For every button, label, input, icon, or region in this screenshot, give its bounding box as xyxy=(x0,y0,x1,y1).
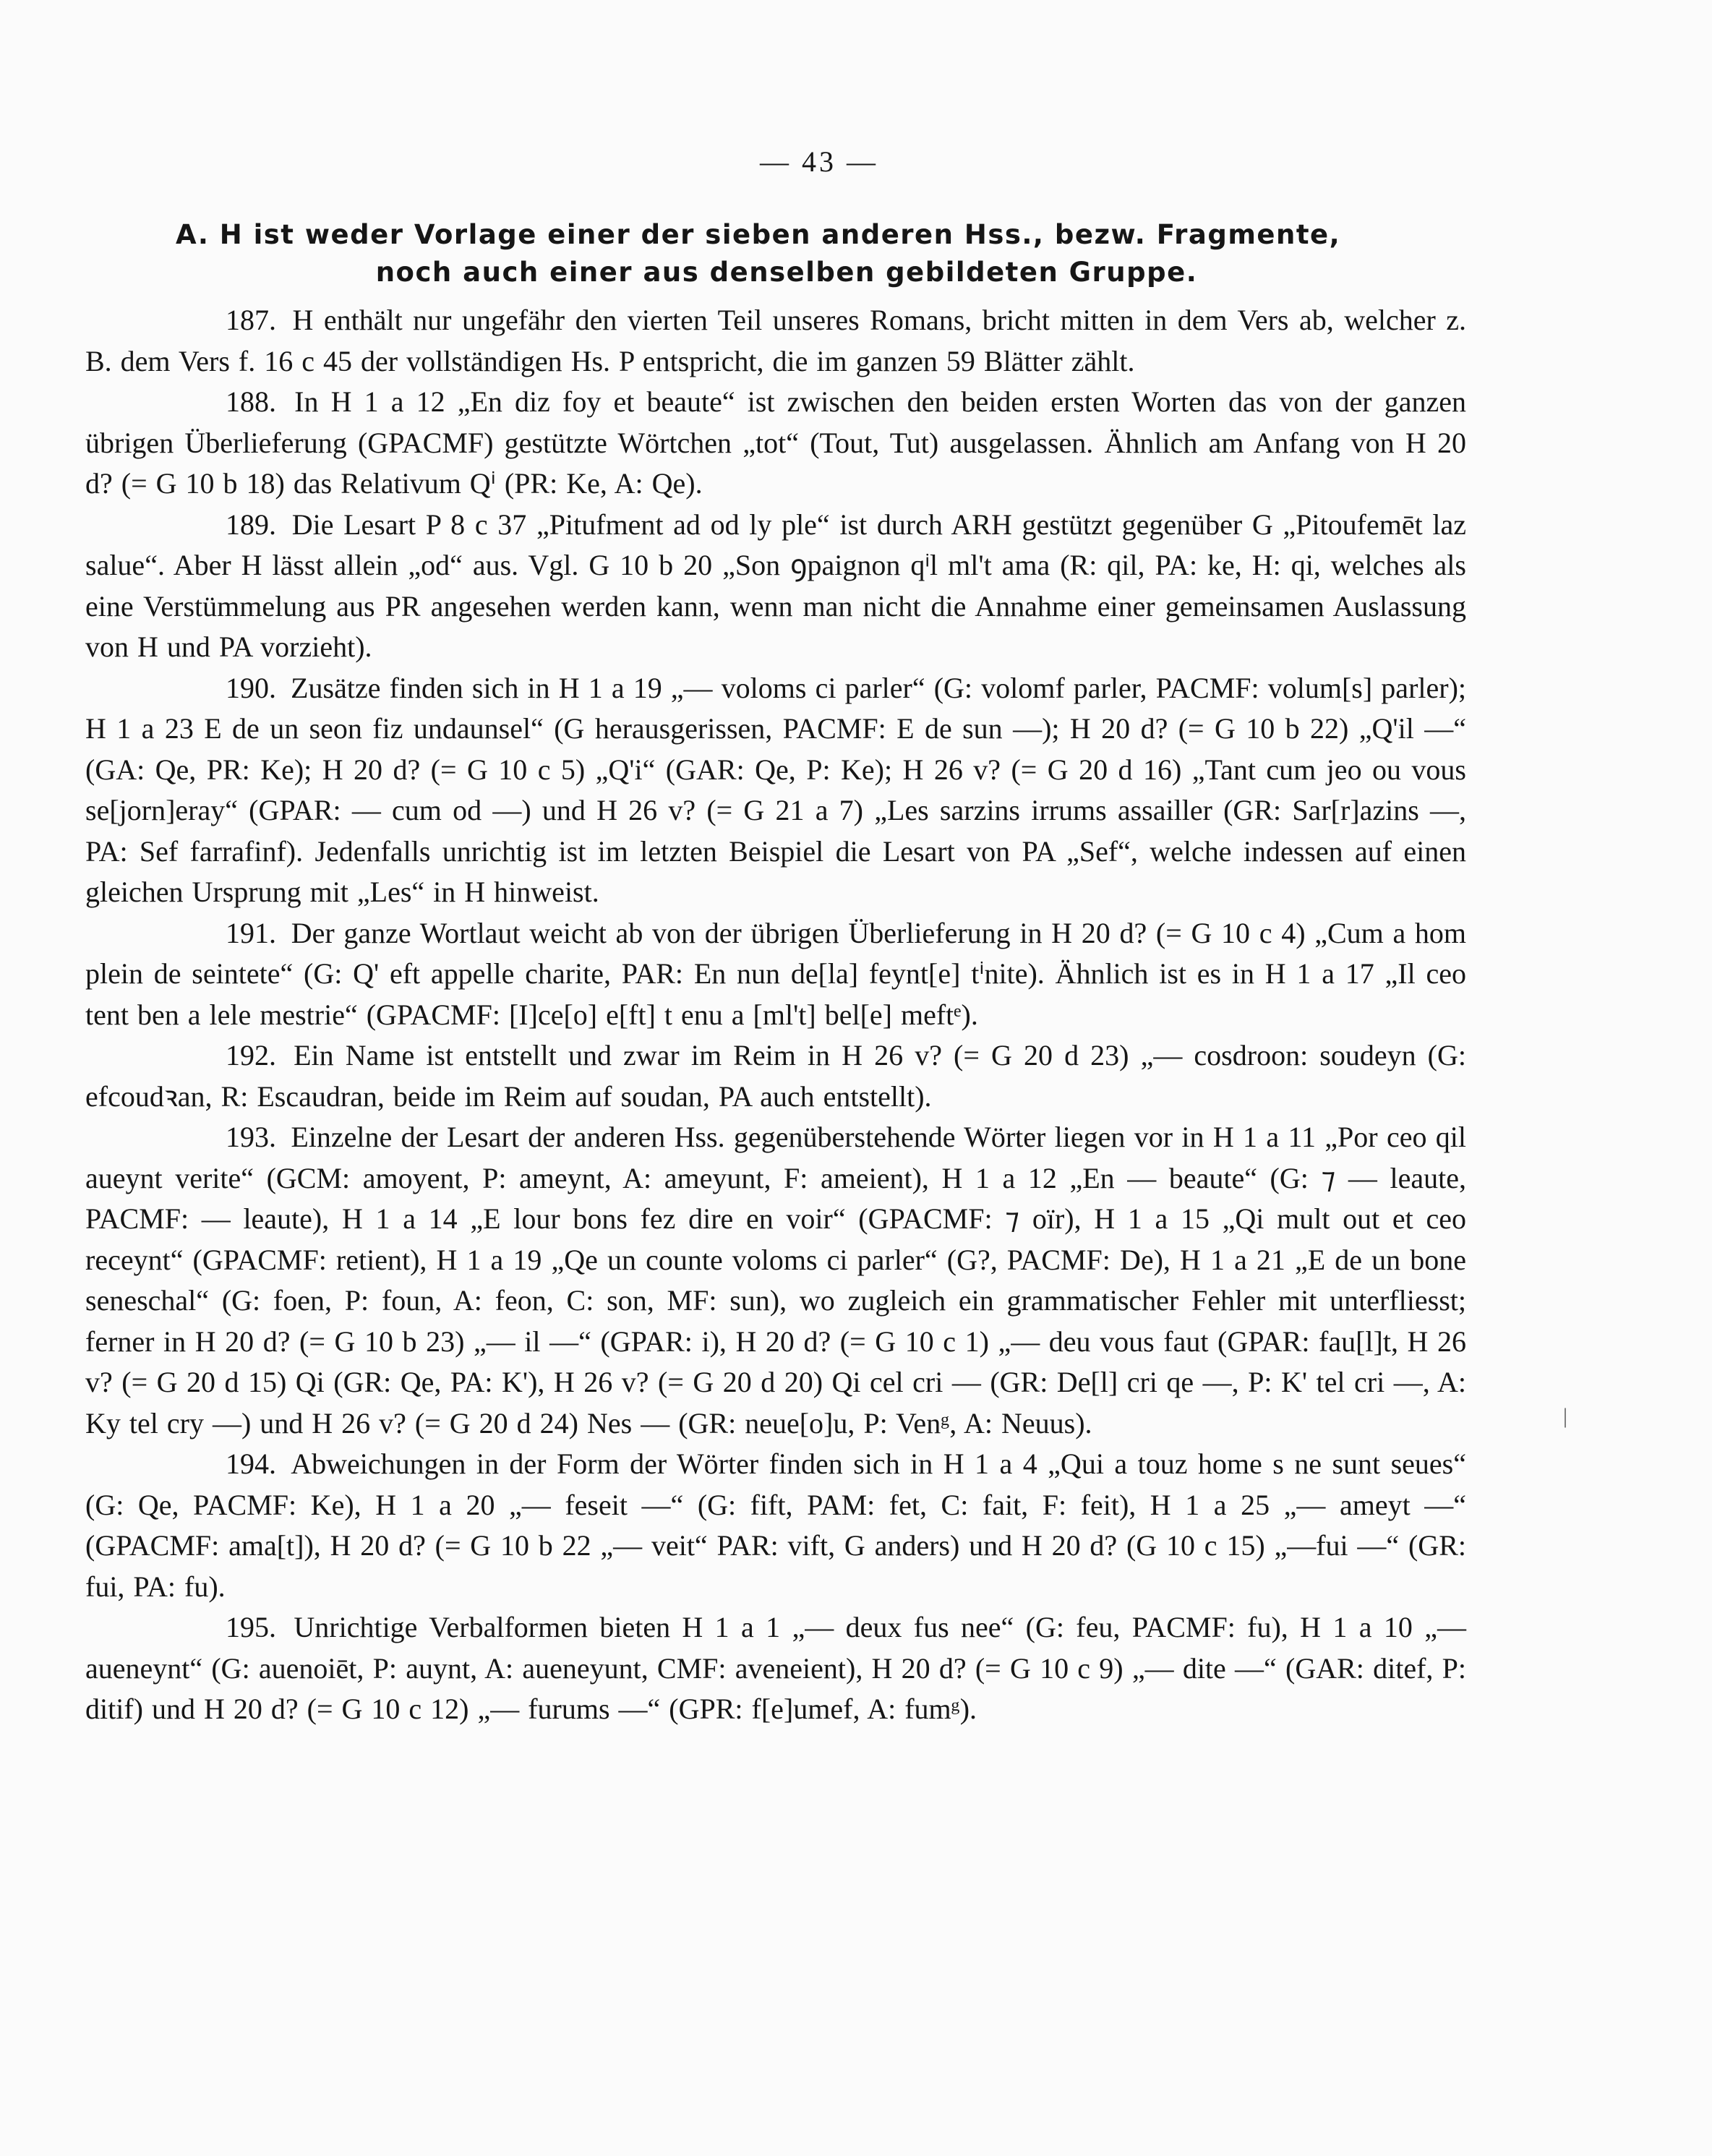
paragraph-text: Einzelne der Lesart der anderen Hss. gegenüberstehende Wörter liegen vor in H 1 a 11 „Por ceo qil aueynt verite“ (GCM: amoyent, P: ameynt, A: ameyunt, F: ameient), H 1 a 12 „En — beaute“ (G: ⁊ — leaute, PACMF: — leaute), H 1 a 14 „E lour bons fez dire en voir“ (GPACMF: ⁊ oïr), H 1 a 15 „Qi mult out et ceo receynt“ (GPACMF: retient), H 1 a 19 „Qe un counte voloms ci parler“ (G?, PACMF: De), H 1 a 21 „E de un bone seneschal“ (G: foen, P: foun, A: feon, C: son, MF: sun), wo zugleich ein grammatischer Fehler mit unterfliesst; ferner in H 20 d? (= G 10 b 23) „— il —“ (GPAR: i), H 20 d? (= G 10 c 1) „— deu vous faut (GPAR: fau[l]t, H 26 v? (= G 20 d 15) Qi (GR: Qe, PA: K'), H 26 v? (= G 20 d 20) Qi cel cri — (GR: De[l] cri qe —, P: K' tel cri —, A: Ky tel cry —) und H 26 v? (= G 20 d 24) Nes — (GR: neue[o]u, P: Venᵍ, A: Neuus). xyxy=(85,1121,1467,1440)
section-heading-line-2: noch auch einer aus denselben gebildeten Gruppe. xyxy=(375,257,1198,288)
paragraph-number: 195. xyxy=(226,1611,276,1643)
page-number: — 43 — xyxy=(760,145,878,178)
paragraph-190 xyxy=(85,668,1466,913)
paragraph-number: 189. xyxy=(226,508,276,541)
section-heading-line-1: A. H ist weder Vorlage einer der sieben anderen Hss., bezw. Fragmente, xyxy=(176,219,1341,250)
paragraph-193 xyxy=(85,1117,1466,1444)
paragraph-number: 187. xyxy=(226,304,276,336)
paragraph-192 xyxy=(85,1035,1466,1117)
paragraph-number: 194. xyxy=(226,1447,276,1480)
paragraph-189 xyxy=(85,505,1466,668)
paragraph-text: In H 1 a 12 „En diz foy et beaute“ ist zwischen den beiden ersten Worten das von der ganzen übrigen Überlieferung (GPACMF) gestützte Wörtchen „tot“ (Tout, Tut) ausgelassen. Ähnlich am Anfang von H 20 d? (= G 10 b 18) das Relativum Qⁱ (PR: Ke, A: Qe). xyxy=(85,385,1466,500)
margin-mark: | xyxy=(1562,1404,1567,1428)
paragraph-text: Abweichungen in der Form der Wörter finden sich in H 1 a 4 „Qui a touz home s ne sunt seues“ (G: Qe, PACMF: Ke), H 1 a 20 „— feseit —“ (G: fift, PAM: fet, C: fait, F: feit), H 1 a 25 „— ameyt —“ (GPACMF: ama[t]), H 20 d? (= G 10 b 22 „— veit“ PAR: vift, G anders) und H 20 d? (G 10 c 15) „—fui —“ (GR: fui, PA: fu). xyxy=(85,1447,1466,1603)
paragraph-number: 192. xyxy=(226,1039,276,1071)
paragraph-number: 191. xyxy=(226,916,276,949)
paragraph-text: Unrichtige Verbalformen bieten H 1 a 1 „— deux fus nee“ (G: feu, PACMF: fu), H 1 a 10 „— aueneynt“ (G: auenoiēt, P: auynt, A: aueneyunt, CMF: aveneient), H 20 d? (= G 10 c 9) „— dite —“ (GAR: ditef, P: ditif) und H 20 d? (= G 10 c 12) „— furums —“ (GPR: f[e]umef, A: fumᵍ). xyxy=(85,1611,1467,1725)
paragraph-191 xyxy=(85,913,1466,1036)
paragraph-number: 188. xyxy=(226,385,276,418)
paragraph-194 xyxy=(85,1444,1466,1607)
paragraph-text: Die Lesart P 8 c 37 „Pitufment ad od ly ple“ ist durch ARH gestützt gegenüber G „Pitoufemēt laz salue“. Aber H lässt allein „od“ aus. Vgl. G 10 b 20 „Son ꝯpaignon qⁱl ml't ama (R: qil, PA: ke, H: qi, welches als eine Verstümmelung aus PR angesehen werden kann, wenn man nicht die Annahme einer gemeinsamen Auslassung von H und PA vorzieht). xyxy=(85,508,1467,663)
paragraph-number: 190. xyxy=(226,671,276,704)
paragraph-text: H enthält nur ungefähr den vierten Teil unseres Romans, bricht mitten in dem Vers ab, welcher z. B. dem Vers f. 16 c 45 der vollständigen Hs. P entspricht, die im ganzen 59 Blätter zählt. xyxy=(85,304,1467,377)
section-heading xyxy=(85,216,1466,291)
body-text xyxy=(85,300,1466,1730)
paragraph-text: Zusätze finden sich in H 1 a 19 „— voloms ci parler“ (G: volomf parler, PACMF: volum[s] parler); H 1 a 23 E de un seon fiz undaunsel“ (G herausgerissen, PACMF: E de sun —); H 20 d? (= G 10 b 22) „Q'il —“ (GA: Qe, PR: Ke); H 20 d? (= G 10 c 5) „Q'i“ (GAR: Qe, P: Ke); H 26 v? (= G 20 d 16) „Tant cum jeo ou vous se[jorn]eray“ (GPAR: — cum od —) und H 26 v? (= G 21 a 7) „Les sarzins irrums assailler (GR: Sar[r]azins —, PA: Sef farrafinf). Jedenfalls unrichtig ist im letzten Beispiel die Lesart von PA „Sef“, welche indessen auf einen gleichen Ursprung mit „Les“ in H hinweist. xyxy=(85,671,1467,908)
paragraph-text: Ein Name ist entstellt und zwar im Reim in H 26 v? (= G 20 d 23) „— cosdroon: soudeyn (G: efcoudꝛan, R: Escaudran, beide im Reim auf soudan, PA auch entstellt). xyxy=(85,1039,1467,1113)
paragraph-195 xyxy=(85,1607,1466,1730)
paragraph-187 xyxy=(85,300,1466,382)
paragraph-number: 193. xyxy=(226,1121,276,1153)
paragraph-text: Der ganze Wortlaut weicht ab von der übrigen Überlieferung in H 20 d? (= G 10 c 4) „Cum a hom plein de seintete“ (G: Q' eft appelle charite, PAR: En nun de[la] feynt[e] tⁱnite). Ähnlich ist es in H 1 a 17 „Il ceo tent ben a lele mestrie“ (GPACMF: [I]ce[o] e[ft] t enu a [ml't] bel[e] meftᵉ). xyxy=(85,916,1467,1031)
paragraph-188 xyxy=(85,382,1466,505)
